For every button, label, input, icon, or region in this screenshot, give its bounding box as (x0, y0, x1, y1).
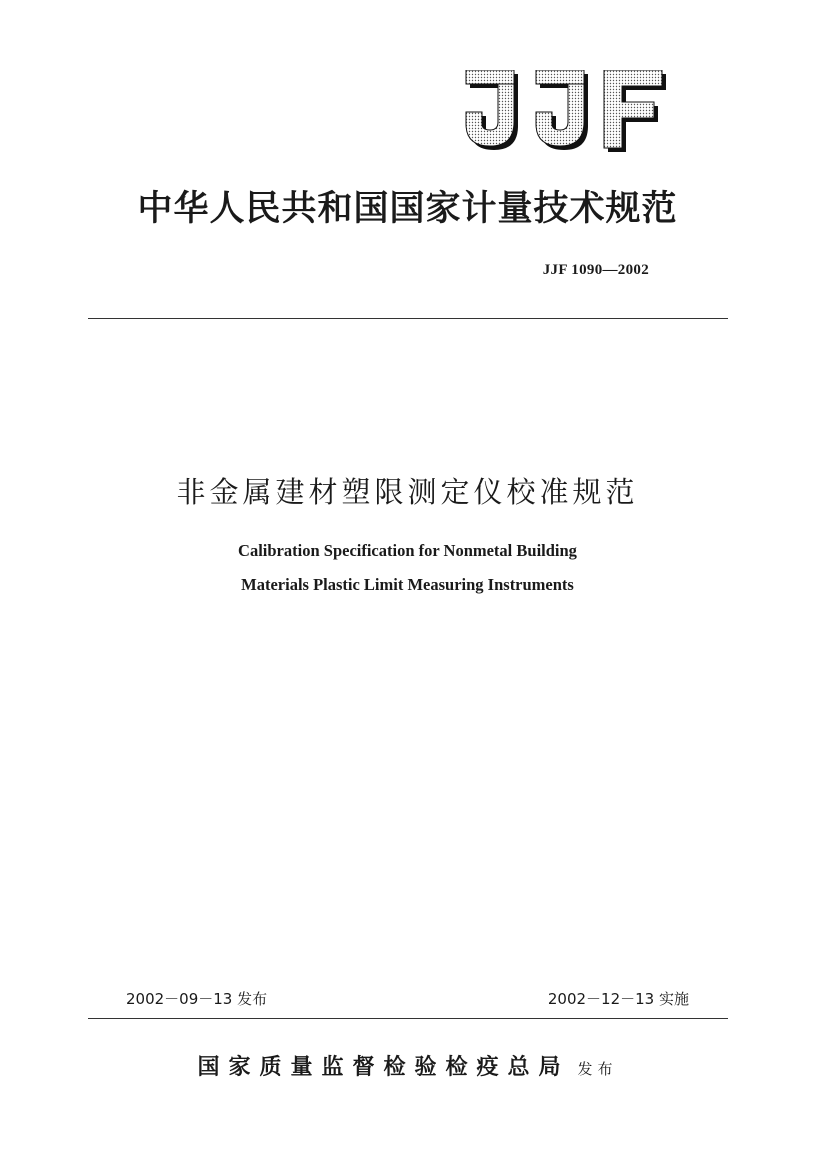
issue-date: 2002－09－13 发布 (126, 990, 268, 1008)
publisher-line (0, 1050, 815, 1081)
implementation-date: 2002－12－13 实施 (547, 990, 689, 1008)
bottom-divider (88, 1018, 728, 1019)
top-divider (88, 318, 728, 319)
chinese-document-title: 非金属建材塑限测定仪校准规范 (176, 475, 639, 509)
publisher-name: 国家质量监督检验检疫总局 (197, 1054, 570, 1080)
publisher-suffix: 发布 (577, 1060, 618, 1078)
document-series-title: 中华人民共和国国家计量技术规范 (137, 189, 678, 229)
english-title-line-2: Materials Plastic Limit Measuring Instruments (241, 575, 574, 594)
english-title-line-1: Calibration Specification for Nonmetal Building (238, 541, 577, 560)
jjf-logo-icon (462, 70, 668, 154)
standard-number: JJF 1090—2002 (542, 262, 649, 278)
